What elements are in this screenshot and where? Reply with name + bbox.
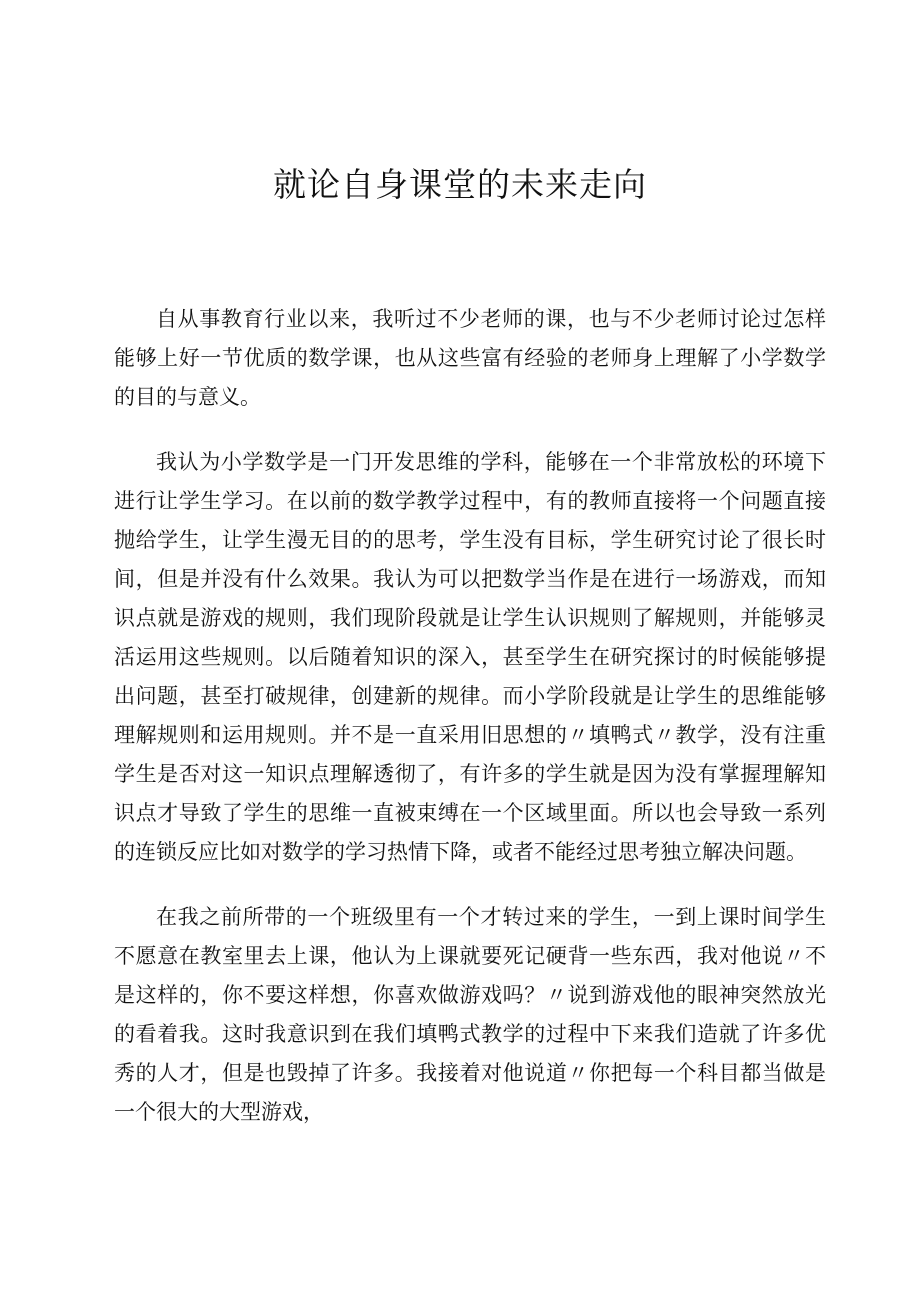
paragraph-student-story: 在我之前所带的一个班级里有一个才转过来的学生，一到上课时间学生不愿意在教室里去上课，他认为上课就要死记硬背一些东西，我对他说〃不是这样的，你不要这样想，你喜欢做游戏吗？〃说到游戏他的眼神突然放光的看着我。这时我意识到在我们填鸭式教学的过程中下来我们造就了许多优秀的人才，但是也毁掉了许多。我接着对他说道〃你把每一个科目都当做是一个很大的大型游戏， <box>114 905 826 1124</box>
document-title: 就论自身课堂的未来走向 <box>273 165 647 204</box>
paragraph-intro: 自从事教育行业以来，我听过不少老师的课，也与不少老师讨论过怎样能够上好一节优质的数学课，也从这些富有经验的老师身上理解了小学数学的目的与意义。 <box>114 307 826 409</box>
document-body <box>114 300 826 1158</box>
paragraph-teaching-view: 我认为小学数学是一门开发思维的学科，能够在一个非常放松的环境下进行让学生学习。在以前的数学教学过程中，有的教师直接将一个问题直接抛给学生，让学生漫无目的的思考，学生没有目标，学生研究讨论了很长时间，但是并没有什么效果。我认为可以把数学当作是在进行一场游戏，而知识点就是游戏的规则，我们现阶段就是让学生认识规则了解规则，并能够灵活运用这些规则。以后随着知识的深入，甚至学生在研究探讨的时候能够提出问题，甚至打破规律，创建新的规律。而小学阶段就是让学生的思维能够理解规则和运用规则。并不是一直采用旧思想的〃填鸭式〃教学，没有注重学生是否对这一知识点理解透彻了，有许多的学生就是因为没有掌握理解知识点才导致了学生的思维一直被束缚在一个区域里面。所以也会导致一系列的连锁反应比如对数学的学习热情下降，或者不能经过思考独立解决问题。 <box>114 450 826 864</box>
